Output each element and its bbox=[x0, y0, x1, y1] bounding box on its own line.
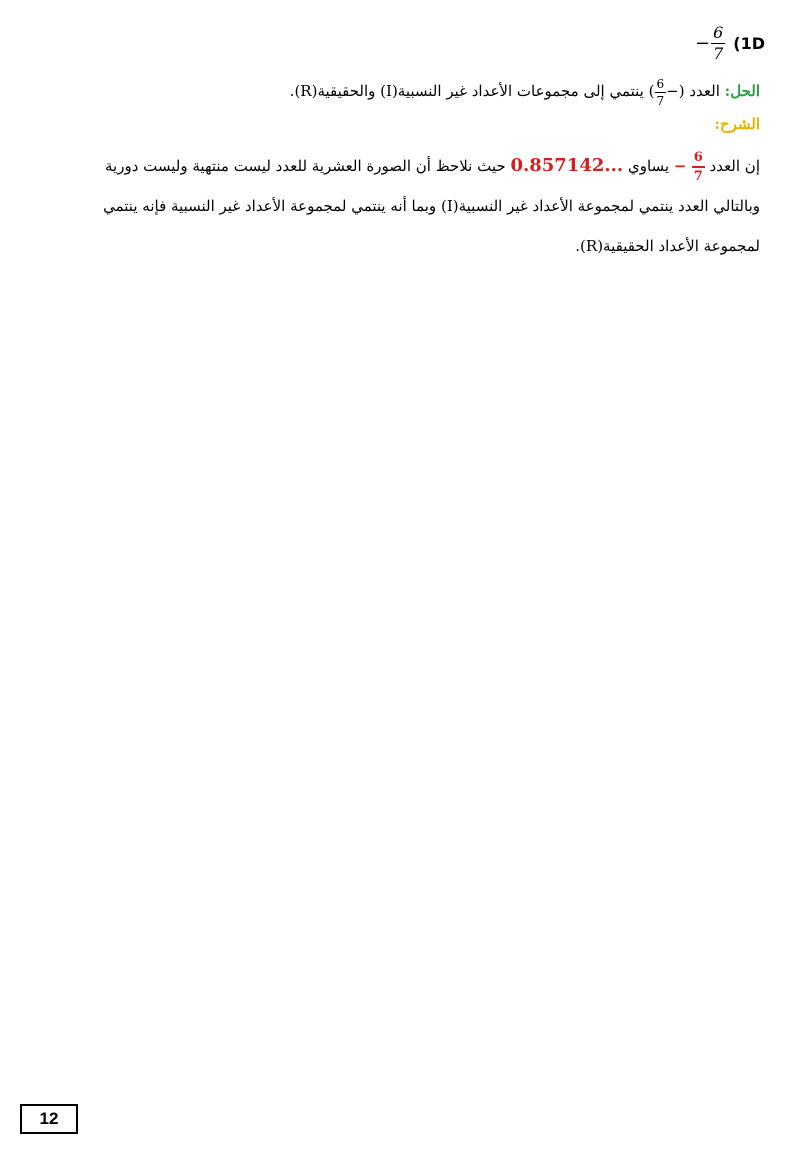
problem-numerator: 6 bbox=[713, 22, 724, 42]
solution-sign: − bbox=[666, 82, 679, 100]
solution-text: ينتمي إلى مجموعات الأعداد غير النسبية(I) والحقيقية(R). bbox=[289, 82, 644, 100]
page-number: 12 bbox=[20, 1104, 78, 1134]
problem-label: (1D bbox=[733, 33, 765, 53]
solution-label: الحل: bbox=[724, 82, 760, 100]
solution-denominator: 7 bbox=[656, 93, 665, 108]
explanation-fraction-expression bbox=[674, 146, 705, 186]
explanation-line-3: لمجموعة الأعداد الحقيقية(R). bbox=[575, 237, 760, 255]
explanation-start: إن العدد bbox=[709, 157, 760, 175]
explanation-equals: يساوي bbox=[627, 157, 670, 175]
solution-expression: ( $\frac{6}{7}$ −) bbox=[648, 76, 685, 108]
solution-prefix: العدد bbox=[689, 82, 720, 100]
solution-fraction bbox=[655, 78, 667, 107]
explanation-paragraph bbox=[103, 146, 760, 266]
explanation-fraction-sign: − bbox=[673, 157, 687, 175]
solution-numerator: 6 bbox=[656, 76, 665, 91]
solution-line bbox=[40, 74, 760, 108]
explanation-denominator: 7 bbox=[693, 169, 703, 184]
explanation-numerator: 6 bbox=[692, 151, 705, 168]
problem-denominator: 7 bbox=[713, 43, 724, 63]
problem-sign: − bbox=[694, 32, 711, 54]
explanation-line-2: وبالتالي العدد ينتمي لمجموعة الأعداد غير النسبية(I) وبما أنه ينتمي لمجموعة الأعداد غير النسبية فإنه ينتمي bbox=[103, 197, 760, 215]
explanation-heading: الشرح: bbox=[714, 115, 760, 133]
explanation-line-1 bbox=[105, 146, 760, 186]
problem-fraction bbox=[711, 22, 725, 63]
explanation-fraction bbox=[692, 151, 705, 183]
problem-header bbox=[695, 20, 765, 66]
explanation-decimal: 0.857142... bbox=[510, 155, 624, 176]
explanation-rest: حيث نلاحظ أن الصورة العشرية للعدد ليست منتهية وليست دورية bbox=[105, 157, 506, 175]
